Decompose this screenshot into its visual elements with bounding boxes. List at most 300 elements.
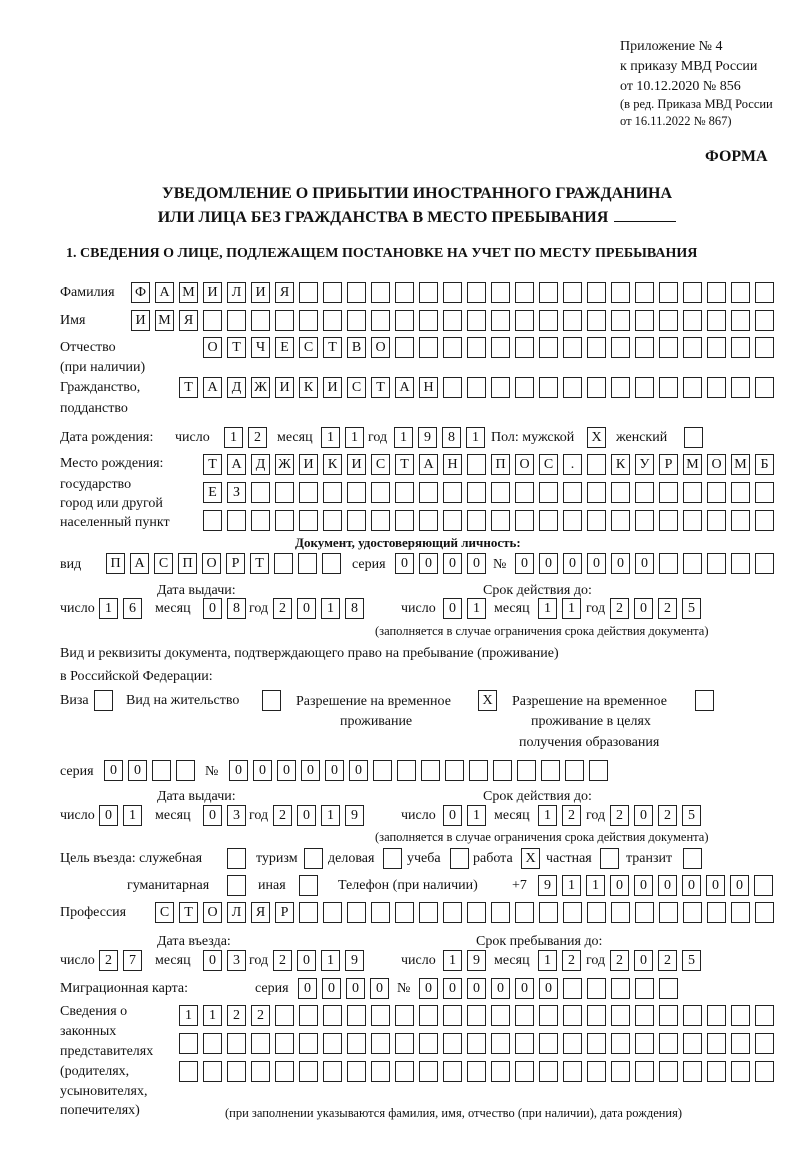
char-box[interactable] bbox=[635, 510, 654, 531]
char-box[interactable] bbox=[179, 1061, 198, 1082]
char-box[interactable]: 1 bbox=[224, 427, 243, 448]
char-box[interactable]: 0 bbox=[346, 978, 365, 999]
char-box[interactable]: П bbox=[491, 454, 510, 475]
char-box[interactable] bbox=[443, 1033, 462, 1054]
char-box[interactable]: 0 bbox=[467, 978, 486, 999]
char-box[interactable] bbox=[491, 337, 510, 358]
char-box[interactable] bbox=[275, 310, 294, 331]
char-box[interactable]: 0 bbox=[253, 760, 272, 781]
char-box[interactable] bbox=[611, 482, 630, 503]
checkbox[interactable]: X bbox=[521, 848, 540, 869]
char-box[interactable]: 0 bbox=[443, 805, 462, 826]
char-box[interactable] bbox=[683, 337, 702, 358]
char-box[interactable]: Н bbox=[419, 377, 438, 398]
char-box[interactable] bbox=[443, 902, 462, 923]
char-box[interactable] bbox=[611, 1033, 630, 1054]
char-box[interactable] bbox=[587, 1061, 606, 1082]
char-box[interactable] bbox=[421, 760, 440, 781]
char-box[interactable]: 0 bbox=[539, 553, 558, 574]
char-box[interactable]: А bbox=[395, 377, 414, 398]
char-box[interactable] bbox=[397, 760, 416, 781]
char-box[interactable]: Л bbox=[227, 902, 246, 923]
char-box[interactable]: Е bbox=[203, 482, 222, 503]
char-box[interactable] bbox=[635, 377, 654, 398]
char-box[interactable]: А bbox=[130, 553, 149, 574]
char-box[interactable]: 0 bbox=[203, 598, 222, 619]
char-box[interactable] bbox=[515, 310, 534, 331]
char-box[interactable] bbox=[251, 482, 270, 503]
char-box[interactable] bbox=[419, 902, 438, 923]
char-box[interactable]: 1 bbox=[466, 427, 485, 448]
char-box[interactable] bbox=[731, 377, 750, 398]
char-box[interactable] bbox=[395, 902, 414, 923]
char-box[interactable]: 2 bbox=[658, 805, 677, 826]
char-box[interactable] bbox=[707, 553, 726, 574]
char-box[interactable]: Е bbox=[275, 337, 294, 358]
char-box[interactable] bbox=[659, 282, 678, 303]
char-box[interactable] bbox=[323, 1033, 342, 1054]
char-box[interactable]: 2 bbox=[251, 1005, 270, 1026]
char-box[interactable]: 1 bbox=[443, 950, 462, 971]
char-box[interactable]: 2 bbox=[658, 950, 677, 971]
char-box[interactable]: 0 bbox=[104, 760, 123, 781]
char-box[interactable] bbox=[491, 482, 510, 503]
char-box[interactable]: 0 bbox=[229, 760, 248, 781]
char-box[interactable]: К bbox=[299, 377, 318, 398]
char-box[interactable] bbox=[659, 553, 678, 574]
char-box[interactable] bbox=[491, 1061, 510, 1082]
char-box[interactable]: И bbox=[275, 377, 294, 398]
char-box[interactable] bbox=[635, 337, 654, 358]
char-box[interactable] bbox=[707, 282, 726, 303]
char-box[interactable]: П bbox=[178, 553, 197, 574]
char-box[interactable]: 8 bbox=[227, 598, 246, 619]
char-box[interactable] bbox=[707, 1033, 726, 1054]
char-box[interactable] bbox=[659, 1061, 678, 1082]
char-box[interactable] bbox=[731, 282, 750, 303]
char-box[interactable] bbox=[755, 282, 774, 303]
char-box[interactable] bbox=[347, 1033, 366, 1054]
char-box[interactable] bbox=[371, 482, 390, 503]
char-box[interactable]: С bbox=[539, 454, 558, 475]
checkbox[interactable] bbox=[450, 848, 469, 869]
char-box[interactable]: Б bbox=[755, 454, 774, 475]
char-box[interactable] bbox=[203, 1061, 222, 1082]
char-box[interactable] bbox=[515, 482, 534, 503]
char-box[interactable]: Р bbox=[226, 553, 245, 574]
char-box[interactable] bbox=[467, 310, 486, 331]
char-box[interactable]: К bbox=[323, 454, 342, 475]
char-box[interactable]: Т bbox=[227, 337, 246, 358]
char-box[interactable]: 0 bbox=[682, 875, 701, 896]
char-box[interactable] bbox=[731, 902, 750, 923]
char-box[interactable] bbox=[539, 310, 558, 331]
char-box[interactable]: 0 bbox=[419, 553, 438, 574]
char-box[interactable] bbox=[563, 377, 582, 398]
char-box[interactable] bbox=[707, 1061, 726, 1082]
char-box[interactable] bbox=[611, 1061, 630, 1082]
char-box[interactable] bbox=[707, 310, 726, 331]
char-box[interactable] bbox=[395, 1005, 414, 1026]
char-box[interactable] bbox=[467, 1005, 486, 1026]
char-box[interactable] bbox=[683, 482, 702, 503]
char-box[interactable]: 0 bbox=[99, 805, 118, 826]
char-box[interactable] bbox=[587, 978, 606, 999]
char-box[interactable]: 9 bbox=[345, 950, 364, 971]
char-box[interactable] bbox=[203, 1033, 222, 1054]
char-box[interactable]: Д bbox=[227, 377, 246, 398]
char-box[interactable]: 0 bbox=[349, 760, 368, 781]
char-box[interactable] bbox=[755, 337, 774, 358]
char-box[interactable] bbox=[563, 1005, 582, 1026]
char-box[interactable] bbox=[467, 1033, 486, 1054]
char-box[interactable] bbox=[587, 510, 606, 531]
char-box[interactable]: М bbox=[683, 454, 702, 475]
char-box[interactable]: 0 bbox=[634, 805, 653, 826]
char-box[interactable] bbox=[755, 377, 774, 398]
char-box[interactable] bbox=[683, 902, 702, 923]
char-box[interactable]: О bbox=[515, 454, 534, 475]
char-box[interactable]: 1 bbox=[538, 598, 557, 619]
char-box[interactable] bbox=[395, 1061, 414, 1082]
checkbox[interactable]: X bbox=[587, 427, 606, 448]
char-box[interactable]: 1 bbox=[562, 598, 581, 619]
char-box[interactable]: 1 bbox=[562, 875, 581, 896]
char-box[interactable]: 0 bbox=[325, 760, 344, 781]
char-box[interactable] bbox=[683, 310, 702, 331]
char-box[interactable] bbox=[419, 282, 438, 303]
char-box[interactable] bbox=[323, 1005, 342, 1026]
char-box[interactable] bbox=[467, 337, 486, 358]
char-box[interactable]: Я bbox=[179, 310, 198, 331]
char-box[interactable]: 1 bbox=[321, 805, 340, 826]
char-box[interactable] bbox=[515, 1061, 534, 1082]
char-box[interactable]: 0 bbox=[443, 598, 462, 619]
char-box[interactable] bbox=[683, 510, 702, 531]
char-box[interactable] bbox=[683, 1061, 702, 1082]
char-box[interactable] bbox=[443, 1061, 462, 1082]
char-box[interactable] bbox=[323, 902, 342, 923]
char-box[interactable]: 2 bbox=[610, 598, 629, 619]
char-box[interactable] bbox=[659, 1033, 678, 1054]
char-box[interactable] bbox=[659, 310, 678, 331]
char-box[interactable] bbox=[611, 337, 630, 358]
char-box[interactable] bbox=[275, 510, 294, 531]
char-box[interactable] bbox=[274, 553, 293, 574]
char-box[interactable] bbox=[323, 510, 342, 531]
char-box[interactable] bbox=[635, 282, 654, 303]
char-box[interactable]: Т bbox=[371, 377, 390, 398]
char-box[interactable]: 3 bbox=[227, 805, 246, 826]
char-box[interactable] bbox=[371, 1061, 390, 1082]
char-box[interactable]: Т bbox=[179, 377, 198, 398]
char-box[interactable]: 0 bbox=[443, 553, 462, 574]
char-box[interactable]: М bbox=[179, 282, 198, 303]
char-box[interactable] bbox=[731, 482, 750, 503]
char-box[interactable] bbox=[469, 760, 488, 781]
char-box[interactable] bbox=[635, 978, 654, 999]
char-box[interactable]: 7 bbox=[123, 950, 142, 971]
char-box[interactable] bbox=[298, 553, 317, 574]
char-box[interactable] bbox=[467, 454, 486, 475]
char-box[interactable]: 1 bbox=[394, 427, 413, 448]
char-box[interactable] bbox=[419, 510, 438, 531]
char-box[interactable]: 0 bbox=[634, 950, 653, 971]
char-box[interactable] bbox=[731, 1061, 750, 1082]
char-box[interactable]: 1 bbox=[179, 1005, 198, 1026]
char-box[interactable]: 9 bbox=[418, 427, 437, 448]
char-box[interactable] bbox=[443, 310, 462, 331]
char-box[interactable] bbox=[371, 282, 390, 303]
char-box[interactable] bbox=[419, 1005, 438, 1026]
char-box[interactable]: 2 bbox=[273, 950, 292, 971]
char-box[interactable]: И bbox=[251, 282, 270, 303]
char-box[interactable] bbox=[587, 482, 606, 503]
char-box[interactable]: И bbox=[347, 454, 366, 475]
char-box[interactable] bbox=[251, 310, 270, 331]
char-box[interactable] bbox=[395, 337, 414, 358]
char-box[interactable]: 1 bbox=[345, 427, 364, 448]
char-box[interactable]: Т bbox=[250, 553, 269, 574]
char-box[interactable] bbox=[395, 282, 414, 303]
char-box[interactable] bbox=[443, 282, 462, 303]
char-box[interactable] bbox=[683, 1033, 702, 1054]
char-box[interactable]: У bbox=[635, 454, 654, 475]
char-box[interactable]: Р bbox=[275, 902, 294, 923]
char-box[interactable]: 0 bbox=[539, 978, 558, 999]
char-box[interactable] bbox=[515, 337, 534, 358]
char-box[interactable] bbox=[539, 1061, 558, 1082]
char-box[interactable]: 5 bbox=[682, 598, 701, 619]
char-box[interactable] bbox=[683, 553, 702, 574]
char-box[interactable]: Я bbox=[251, 902, 270, 923]
char-box[interactable]: А bbox=[203, 377, 222, 398]
char-box[interactable] bbox=[275, 1005, 294, 1026]
char-box[interactable]: 0 bbox=[322, 978, 341, 999]
char-box[interactable] bbox=[299, 1033, 318, 1054]
char-box[interactable] bbox=[587, 902, 606, 923]
char-box[interactable] bbox=[659, 510, 678, 531]
char-box[interactable]: С bbox=[347, 377, 366, 398]
char-box[interactable]: 0 bbox=[730, 875, 749, 896]
char-box[interactable]: 1 bbox=[123, 805, 142, 826]
char-box[interactable] bbox=[491, 1005, 510, 1026]
char-box[interactable]: 1 bbox=[321, 950, 340, 971]
char-box[interactable]: 0 bbox=[563, 553, 582, 574]
char-box[interactable] bbox=[299, 282, 318, 303]
char-box[interactable]: О bbox=[202, 553, 221, 574]
char-box[interactable] bbox=[467, 282, 486, 303]
char-box[interactable] bbox=[659, 337, 678, 358]
char-box[interactable] bbox=[419, 482, 438, 503]
char-box[interactable]: 0 bbox=[419, 978, 438, 999]
char-box[interactable] bbox=[176, 760, 195, 781]
char-box[interactable] bbox=[395, 482, 414, 503]
char-box[interactable] bbox=[731, 510, 750, 531]
char-box[interactable] bbox=[347, 510, 366, 531]
char-box[interactable] bbox=[467, 510, 486, 531]
char-box[interactable]: Ж bbox=[275, 454, 294, 475]
char-box[interactable]: Ч bbox=[251, 337, 270, 358]
checkbox[interactable] bbox=[227, 848, 246, 869]
char-box[interactable] bbox=[445, 760, 464, 781]
char-box[interactable] bbox=[611, 377, 630, 398]
checkbox[interactable] bbox=[684, 427, 703, 448]
char-box[interactable] bbox=[371, 510, 390, 531]
checkbox[interactable] bbox=[600, 848, 619, 869]
char-box[interactable] bbox=[515, 1033, 534, 1054]
char-box[interactable] bbox=[347, 482, 366, 503]
char-box[interactable]: 9 bbox=[467, 950, 486, 971]
char-box[interactable] bbox=[539, 510, 558, 531]
char-box[interactable] bbox=[493, 760, 512, 781]
char-box[interactable]: С bbox=[299, 337, 318, 358]
char-box[interactable] bbox=[515, 902, 534, 923]
char-box[interactable]: 0 bbox=[395, 553, 414, 574]
char-box[interactable] bbox=[467, 1061, 486, 1082]
char-box[interactable] bbox=[563, 978, 582, 999]
char-box[interactable] bbox=[299, 510, 318, 531]
char-box[interactable]: 1 bbox=[538, 950, 557, 971]
char-box[interactable] bbox=[203, 310, 222, 331]
char-box[interactable]: Ж bbox=[251, 377, 270, 398]
char-box[interactable] bbox=[683, 377, 702, 398]
char-box[interactable]: Т bbox=[395, 454, 414, 475]
char-box[interactable] bbox=[755, 1061, 774, 1082]
char-box[interactable] bbox=[347, 1061, 366, 1082]
char-box[interactable] bbox=[395, 510, 414, 531]
char-box[interactable] bbox=[443, 377, 462, 398]
char-box[interactable] bbox=[563, 510, 582, 531]
char-box[interactable]: 0 bbox=[297, 950, 316, 971]
char-box[interactable]: 0 bbox=[515, 553, 534, 574]
char-box[interactable] bbox=[563, 1033, 582, 1054]
char-box[interactable]: О bbox=[371, 337, 390, 358]
char-box[interactable]: 9 bbox=[345, 805, 364, 826]
char-box[interactable] bbox=[611, 978, 630, 999]
char-box[interactable]: О bbox=[203, 337, 222, 358]
checkbox[interactable] bbox=[227, 875, 246, 896]
char-box[interactable]: С bbox=[154, 553, 173, 574]
char-box[interactable]: 2 bbox=[562, 950, 581, 971]
char-box[interactable] bbox=[755, 1005, 774, 1026]
char-box[interactable] bbox=[587, 282, 606, 303]
char-box[interactable]: 3 bbox=[227, 950, 246, 971]
char-box[interactable] bbox=[731, 337, 750, 358]
char-box[interactable]: . bbox=[563, 454, 582, 475]
char-box[interactable]: С bbox=[371, 454, 390, 475]
char-box[interactable] bbox=[323, 1061, 342, 1082]
char-box[interactable] bbox=[467, 902, 486, 923]
char-box[interactable] bbox=[443, 482, 462, 503]
char-box[interactable] bbox=[707, 337, 726, 358]
char-box[interactable] bbox=[491, 310, 510, 331]
char-box[interactable] bbox=[659, 377, 678, 398]
char-box[interactable]: 2 bbox=[248, 427, 267, 448]
char-box[interactable] bbox=[275, 1033, 294, 1054]
char-box[interactable] bbox=[299, 1061, 318, 1082]
char-box[interactable] bbox=[755, 310, 774, 331]
char-box[interactable]: 0 bbox=[277, 760, 296, 781]
char-box[interactable] bbox=[731, 1033, 750, 1054]
char-box[interactable]: 0 bbox=[297, 805, 316, 826]
char-box[interactable] bbox=[707, 510, 726, 531]
char-box[interactable] bbox=[587, 1033, 606, 1054]
char-box[interactable] bbox=[395, 1033, 414, 1054]
char-box[interactable] bbox=[275, 1061, 294, 1082]
char-box[interactable]: 0 bbox=[635, 553, 654, 574]
char-box[interactable] bbox=[419, 1033, 438, 1054]
char-box[interactable] bbox=[563, 1061, 582, 1082]
char-box[interactable]: Д bbox=[251, 454, 270, 475]
char-box[interactable] bbox=[563, 310, 582, 331]
char-box[interactable]: 0 bbox=[297, 598, 316, 619]
char-box[interactable]: 8 bbox=[442, 427, 461, 448]
char-box[interactable]: М bbox=[155, 310, 174, 331]
char-box[interactable] bbox=[322, 553, 341, 574]
char-box[interactable]: Р bbox=[659, 454, 678, 475]
char-box[interactable] bbox=[587, 377, 606, 398]
char-box[interactable] bbox=[659, 1005, 678, 1026]
char-box[interactable] bbox=[323, 310, 342, 331]
char-box[interactable] bbox=[443, 1005, 462, 1026]
char-box[interactable]: 0 bbox=[203, 950, 222, 971]
char-box[interactable]: И bbox=[299, 454, 318, 475]
char-box[interactable]: 2 bbox=[273, 805, 292, 826]
char-box[interactable] bbox=[251, 1033, 270, 1054]
char-box[interactable]: И bbox=[131, 310, 150, 331]
char-box[interactable]: 2 bbox=[273, 598, 292, 619]
char-box[interactable]: 2 bbox=[227, 1005, 246, 1026]
char-box[interactable] bbox=[227, 310, 246, 331]
char-box[interactable] bbox=[635, 310, 654, 331]
char-box[interactable]: 1 bbox=[321, 427, 340, 448]
char-box[interactable] bbox=[443, 337, 462, 358]
char-box[interactable] bbox=[563, 902, 582, 923]
char-box[interactable] bbox=[635, 1061, 654, 1082]
checkbox[interactable] bbox=[94, 690, 113, 711]
char-box[interactable] bbox=[707, 902, 726, 923]
char-box[interactable]: 0 bbox=[128, 760, 147, 781]
checkbox[interactable]: X bbox=[478, 690, 497, 711]
char-box[interactable] bbox=[587, 310, 606, 331]
char-box[interactable] bbox=[371, 1005, 390, 1026]
char-box[interactable] bbox=[395, 310, 414, 331]
char-box[interactable] bbox=[755, 902, 774, 923]
char-box[interactable]: 0 bbox=[301, 760, 320, 781]
char-box[interactable] bbox=[491, 377, 510, 398]
char-box[interactable] bbox=[251, 1061, 270, 1082]
char-box[interactable]: К bbox=[611, 454, 630, 475]
char-box[interactable]: 0 bbox=[610, 875, 629, 896]
char-box[interactable] bbox=[227, 510, 246, 531]
char-box[interactable]: 2 bbox=[562, 805, 581, 826]
char-box[interactable]: 6 bbox=[123, 598, 142, 619]
char-box[interactable] bbox=[371, 902, 390, 923]
char-box[interactable]: 1 bbox=[467, 805, 486, 826]
checkbox[interactable] bbox=[299, 875, 318, 896]
char-box[interactable] bbox=[299, 1005, 318, 1026]
char-box[interactable] bbox=[491, 902, 510, 923]
char-box[interactable] bbox=[491, 1033, 510, 1054]
char-box[interactable]: Л bbox=[227, 282, 246, 303]
char-box[interactable]: 1 bbox=[538, 805, 557, 826]
char-box[interactable] bbox=[539, 337, 558, 358]
place-blank-field[interactable] bbox=[614, 207, 676, 222]
char-box[interactable] bbox=[659, 482, 678, 503]
char-box[interactable] bbox=[517, 760, 536, 781]
char-box[interactable]: 0 bbox=[491, 978, 510, 999]
